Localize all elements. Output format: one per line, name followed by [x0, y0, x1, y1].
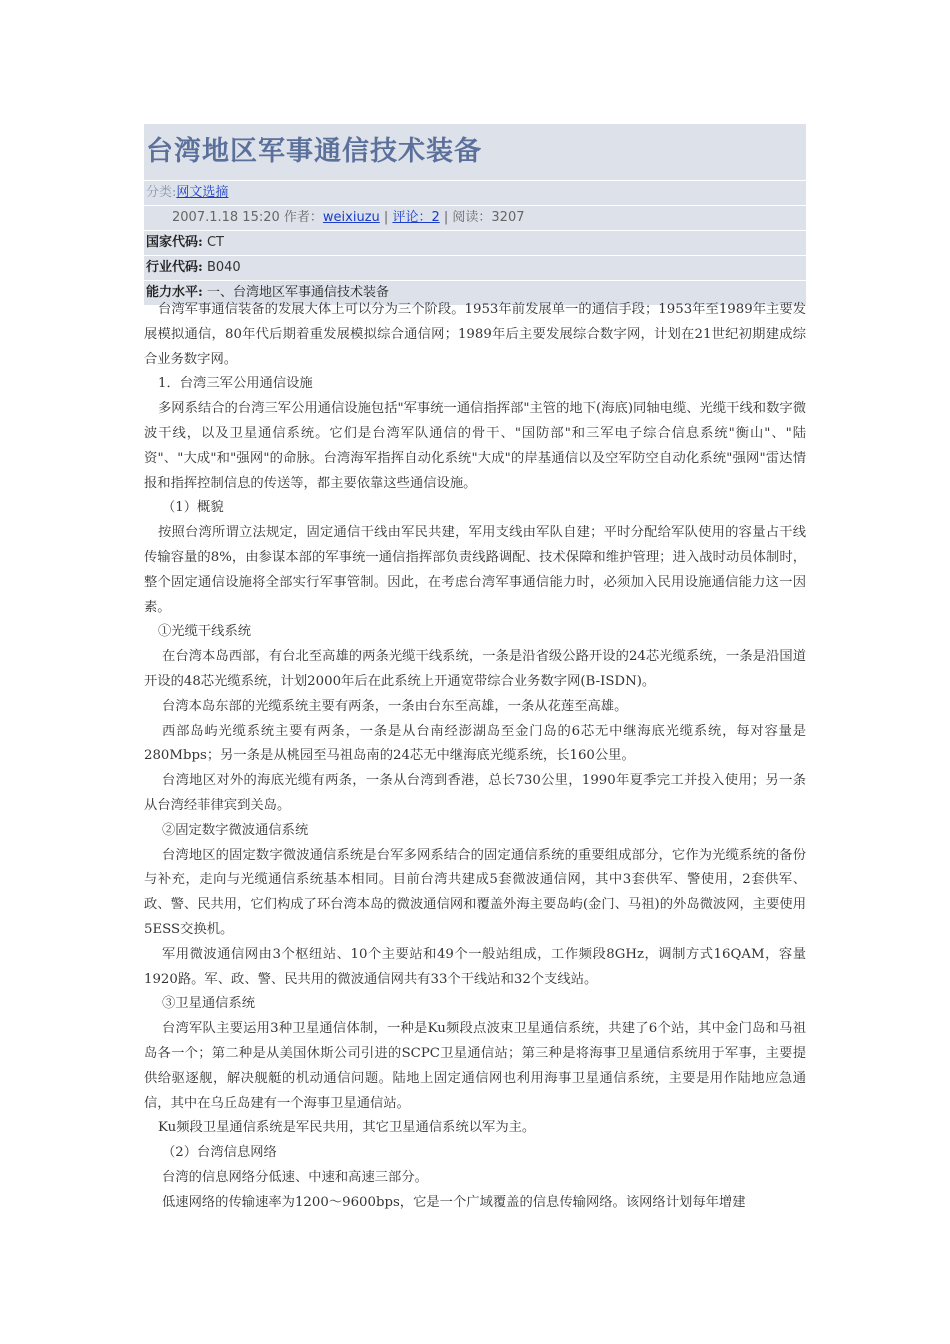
author-label: 作者： — [283, 210, 323, 225]
paragraph: 台湾本岛东部的光缆系统主要有两条，一条由台东至高雄，一条从花莲至高雄。 — [162, 698, 628, 714]
paragraph: 低速网络的传输速率为1200～9600bps，它是一个广域覆盖的信息传输网络。该网络计划每年增建 — [162, 1194, 746, 1210]
paragraph: 西部岛屿光缆系统主要有两条，一条是从台南经澎湖岛至金门岛的6芯无中继海底光缆系统，每对容量是280Mbps；另一条是从桃园至马祖岛南的24芯无中继海底光缆系统，长160公里。 — [144, 723, 806, 764]
category-link[interactable]: 网文选摘 — [176, 185, 229, 200]
paragraph: 军用微波通信网由3个枢纽站、10个主要站和49个一般站组成，工作频段8GHz，调制方式16QAM，容量1920路。军、政、警、民共用的微波通信网共有33个干线站和32个支线站。 — [144, 946, 806, 987]
paragraph: 台湾军事通信装备的发展大体上可以分为三个阶段。1953年前发展单一的通信手段；1953年至1989年主要发展模拟通信，80年代后期着重发展模拟综合通信网；1989年后主要发展综合数字网，计划在21世纪初期建成综合业务数字网。 — [144, 302, 806, 367]
paragraph: 台湾地区对外的海底光缆有两条，一条从台湾到香港，总长730公里，1990年夏季完工并投入使用；另一条从台湾经菲律宾到关岛。 — [144, 773, 806, 813]
separator: | — [443, 210, 449, 225]
country-code-label: 国家代码: — [146, 235, 203, 250]
author-link[interactable]: weixiuzu — [322, 210, 380, 225]
subsection-heading: ②固定数字微波通信系统 — [162, 822, 309, 838]
industry-code-value: B040 — [206, 260, 241, 275]
article-title: 台湾地区军事通信技术装备 — [144, 124, 806, 181]
paragraph: Ku频段卫星通信系统是军民共用，其它卫星通信系统以军为主。 — [158, 1120, 536, 1136]
subsection-heading: （1）概貌 — [162, 500, 224, 516]
read-count: 阅读：3207 — [452, 210, 525, 225]
ability-level-label: 能力水平: — [146, 285, 203, 300]
subsection-heading: ①光缆干线系统 — [158, 624, 252, 640]
paragraph: 多网系结合的台湾三军公用通信设施包括"军事统一通信指挥部"主管的地下(海底)同轴电缆、光缆干线和数字微波干线，以及卫星通信系统。它们是台湾军队通信的骨干、"国防部"和三军电子综合信息系统"衡山"、"陆资"、"大成"和"强网"的命脉。台湾海军指挥自动化系统"大成"的岸基通信以及空军防空自动化系统"强网"雷达情报和指挥控制信息的传送等，都主要依靠这些通信设施。 — [144, 401, 806, 491]
paragraph: 台湾的信息网络分低速、中速和高速三部分。 — [162, 1169, 428, 1185]
meta-row — [144, 206, 806, 231]
category-label: 分类: — [146, 185, 177, 200]
article-header — [144, 124, 806, 305]
paragraph: 台湾军队主要运用3种卫星通信体制，一种是Ku频段点波束卫星通信系统，共建了6个站，其中金门岛和马祖岛各一个；第二种是从美国休斯公司引进的SCPC卫星通信站；第三种是将海事卫星通信系统用于军事，主要提供给驱逐舰，解决舰艇的机动通信问题。陆地上固定通信网也利用海事卫星通信系统，主要是用作陆地应急通信，其中在乌丘岛建有一个海事卫星通信站。 — [144, 1021, 806, 1111]
comments-link[interactable]: 评论：2 — [392, 210, 440, 225]
paragraph: 按照台湾所谓立法规定，固定通信干线由军民共建，军用支线由军队自建；平时分配给军队使用的容量占干线传输容量的8%，由参谋本部的军事统一通信指挥部负责线路调配、技术保障和维护管理；进入战时动员体制时，整个固定通信设施将全部实行军事管制。因此，在考虑台湾军事通信能力时，必须加入民用设施通信能力这一因素。 — [144, 525, 806, 615]
category-row — [144, 181, 806, 206]
article-body — [144, 298, 806, 1215]
industry-code-row — [144, 256, 806, 281]
subsection-heading: （2）台湾信息网络 — [162, 1145, 277, 1161]
subsection-heading: ③卫星通信系统 — [162, 996, 256, 1012]
paragraph: 在台湾本岛西部，有台北至高雄的两条光缆干线系统，一条是沿省级公路开设的24芯光缆系统，一条是沿国道开设的48芯光缆系统，计划2000年后在此系统上开通宽带综合业务数字网(B-ISDN)。 — [144, 649, 806, 689]
post-date: 2007.1.18 15:20 — [172, 210, 280, 225]
country-code-value: CT — [206, 235, 224, 250]
country-code-row — [144, 231, 806, 256]
section-heading: 1．台湾三军公用通信设施 — [158, 376, 313, 392]
industry-code-label: 行业代码: — [146, 260, 203, 275]
paragraph: 台湾地区的固定数字微波通信系统是台军多网系结合的固定通信系统的重要组成部分，它作为光缆系统的备份与补充，走向与光缆通信系统基本相同。目前台湾共建成5套微波通信网，其中3套供军、警使用，2套供军、政、警、民共用，它们构成了环台湾本岛的微波通信网和覆盖外海主要岛屿(金门、马祖)的外岛微波网，主要使用5ESS交换机。 — [144, 847, 806, 937]
separator: | — [383, 210, 389, 225]
ability-level-value: 一、台湾地区军事通信技术装备 — [206, 285, 389, 300]
